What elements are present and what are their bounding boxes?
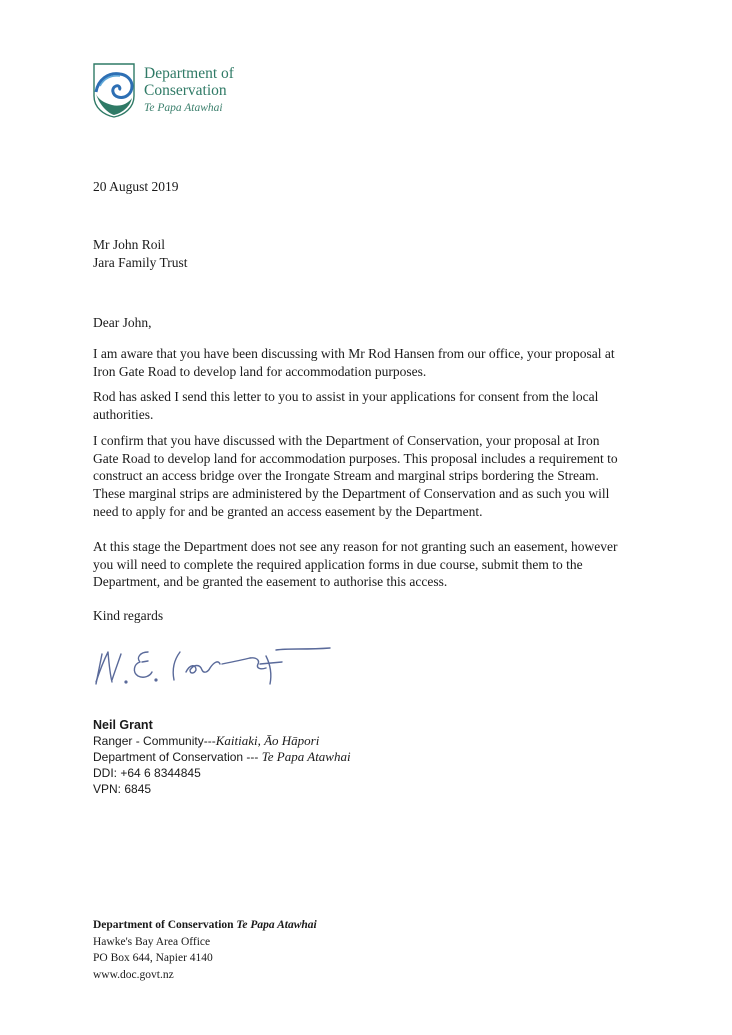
signatory-title-prefix: Ranger - Community--- (93, 734, 216, 748)
signatory-dept-prefix: Department of Conservation --- (93, 750, 262, 764)
paragraph-2: Rod has asked I send this letter to you to assist in your applications for consent from the local authorities. (93, 389, 599, 422)
footer-org-maori: Te Papa Atawhai (236, 919, 317, 931)
doc-emblem-icon (92, 62, 136, 118)
closing: Kind regards (93, 608, 164, 623)
footer-website: www.doc.govt.nz (93, 968, 174, 981)
logo-org-line2: Conservation (144, 82, 227, 99)
signatory-name: Neil Grant (93, 718, 153, 732)
footer-org-line (93, 917, 317, 934)
footer-office: Hawke's Bay Area Office (93, 935, 211, 948)
letterhead-footer (93, 917, 317, 983)
signatory-title-maori: Kaitiaki, Āo Hāpori (215, 733, 320, 748)
recipient-name: Mr John Roil (93, 237, 166, 252)
signatory-vpn: VPN: 6845 (93, 782, 152, 796)
signature-block (93, 717, 351, 797)
signatory-dept-maori: Te Papa Atawhai (261, 749, 351, 764)
handwritten-signature (90, 634, 340, 694)
recipient-organisation: Jara Family Trust (93, 255, 188, 270)
footer-org-name: Department of Conservation (93, 919, 237, 931)
recipient-address (93, 236, 188, 272)
paragraph-3: I confirm that you have discussed with the Department of Conservation, your proposal at Iron Gate Road to develop land for accommodation purposes. This proposal includes a requirement to construct an access bridge over the Irongate Stream and marginal strips bordering the Stream. These marginal strips are administered by the Department of Conservation and as such you will need to apply for and be granted an access easement by the Department. (93, 433, 618, 519)
paragraph-4: At this stage the Department does not see any reason for not granting such an easement, however you will need to complete the required application forms in due course, submit them to the Department, and be granted the easement to authorise this access. (93, 539, 618, 590)
logo-org-line1: Department of (144, 65, 234, 82)
signatory-ddi: DDI: +64 6 8344845 (93, 766, 201, 780)
signatory-department (93, 749, 351, 765)
logo-org-maori: Te Papa Atawhai (144, 102, 223, 114)
doc-logo (92, 62, 252, 120)
salutation: Dear John, (93, 315, 152, 330)
footer-po-box: PO Box 644, Napier 4140 (93, 952, 213, 964)
paragraph-1: I am aware that you have been discussing with Mr Rod Hansen from our office, your proposal at Iron Gate Road to develop land for accommodation purposes. (93, 346, 615, 379)
letter-date: 20 August 2019 (93, 179, 179, 194)
signatory-title (93, 733, 351, 749)
doc-logo-wordmark (144, 65, 234, 117)
